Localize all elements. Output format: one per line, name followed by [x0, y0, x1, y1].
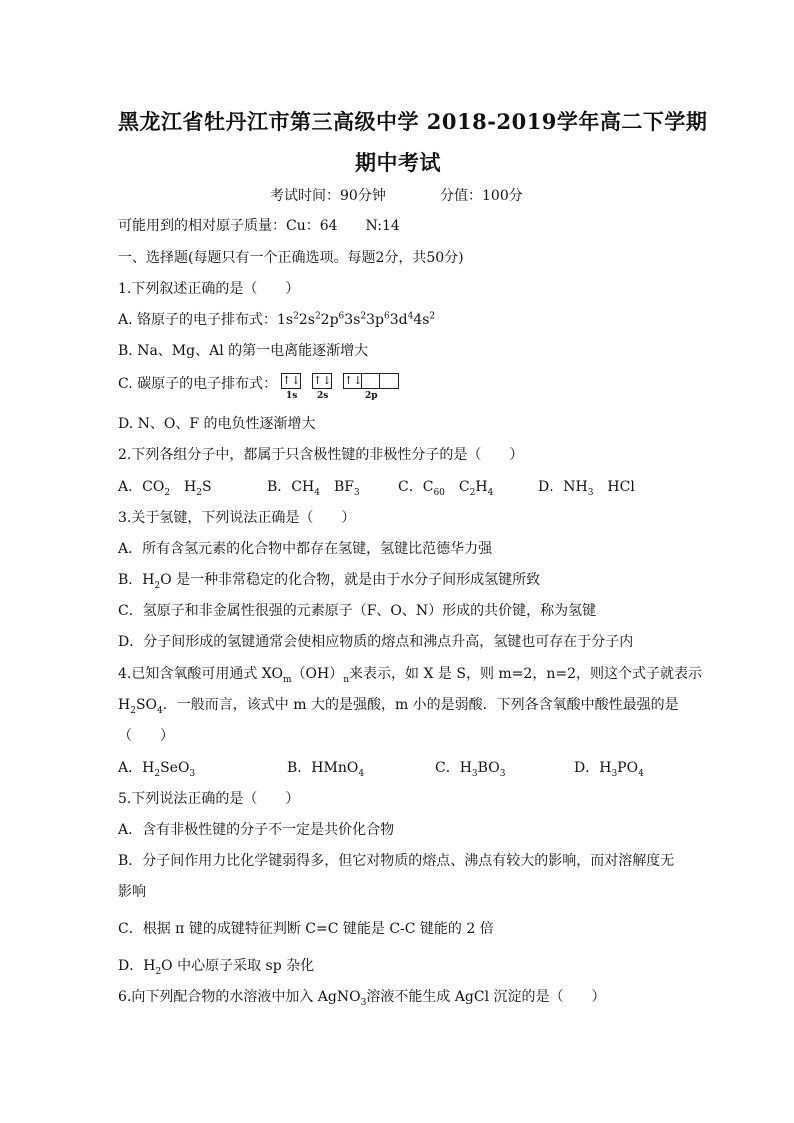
exam-score: 分值：100分	[440, 188, 523, 204]
atomic-mass-note: 可能用到的相对原子质量：Cu：64 N:14	[118, 218, 400, 234]
section-heading: 一、选择题(每题只有一个正确选项。每题2分，共50分)	[118, 250, 464, 266]
page-title: 黑龙江省牡丹江市第三高级中学 2018-2019学年高二下学期	[118, 109, 708, 134]
q4-option-c: C．$H_3BO_3$	[435, 760, 506, 779]
orbital-box-2p: ↑↓	[343, 373, 399, 389]
question-2-stem: 2.下列各组分子中，都属于只含极性键的非极性分子的是（ ）	[118, 447, 524, 463]
orbital-label-2s: 2s	[317, 391, 329, 401]
q3-option-a: A．所有含氢元素的化合物中都存在氢键，氢键比范德华力强	[118, 541, 493, 557]
q5-option-b-line2: 影响	[118, 884, 146, 900]
question-5-stem: 5.下列说法正确的是（ ）	[118, 791, 300, 807]
question-3-stem: 3.关于氢键，下列说法正确是（ ）	[118, 510, 356, 526]
q4-option-d: D．$H_3PO_4$	[574, 760, 644, 779]
q5-option-c: C．根据 π 键的成键特征判断 C=C 键能是 C-C 键能的 2 倍	[118, 921, 494, 937]
q1-option-b: B. Na、Mg、Al 的第一电离能逐渐增大	[118, 343, 369, 359]
orbital-box-2s: ↑↓	[313, 374, 332, 387]
q2-option-a: A．$CO_2$ $H_2S$	[118, 479, 212, 498]
orbital-box-1s: ↑↓	[282, 374, 301, 387]
q4-option-a: A．$H_2SeO_3$	[118, 760, 196, 779]
question-4-line3: （ ）	[118, 728, 174, 744]
orbital-label-1s: 1s	[286, 391, 298, 401]
q5-option-d: D．$H_2O$ 中心原子采取 sp 杂化	[118, 958, 315, 977]
q2-option-d: D．$NH_3$ HCl	[538, 479, 635, 498]
q1-option-d: D. N、O、F 的电负性逐渐增大	[118, 416, 316, 432]
question-4-stem: 4.已知含氧酸可用通式 $XO_m(OH)_n$来表示，如 X 是 S，则 m=2，n=2，则这个式子就表示	[118, 666, 702, 685]
question-4-line2: $H_2SO_4$．一般而言，该式中 m 大的是强酸，m 小的是弱酸．下列各含氧酸中酸性最强的是	[118, 697, 679, 716]
q2-option-c: C．$C_{60}$ $C_2H_4$	[398, 479, 494, 498]
question-6-stem: 6.向下列配合物的水溶液中加入 AgNO$_3$溶液不能生成 AgCl 沉淀的是（ ）	[118, 989, 606, 1008]
q5-option-b-line1: B．分子间作用力比化学键弱得多，但它对物质的熔点、沸点有较大的影响，而对溶解度无	[118, 853, 675, 869]
q3-option-b: B．$H_2O$ 是一种非常稳定的化合物，就是由于水分子间形成氢键所致	[118, 572, 541, 591]
q2-option-b: B．$CH_4$ $BF_3$	[267, 479, 360, 498]
q5-option-a: A．含有非极性键的分子不一定是共价化合物	[118, 822, 395, 838]
orbital-label-2p: 2p	[365, 391, 378, 401]
q3-option-d: D．分子间形成的氢键通常会使相应物质的熔点和沸点升高，氢键也可存在于分子内	[118, 634, 634, 650]
page-subtitle: 期中考试	[355, 150, 441, 175]
q4-option-b: B．HMnO$_4$	[287, 760, 365, 779]
q1-option-a: A. 铬原子的电子排布式：$1s^22s^22p^63s^23p^63d^44s^2$	[118, 311, 436, 328]
exam-time: 考试时间：90分钟	[270, 188, 386, 204]
question-1-stem: 1.下列叙述正确的是（ ）	[118, 281, 300, 297]
q1-option-c: C. 碳原子的电子排布式：	[118, 376, 278, 392]
q3-option-c: C．氢原子和非金属性很强的元素原子（F、O、N）形成的共价键，称为氢键	[118, 603, 597, 619]
